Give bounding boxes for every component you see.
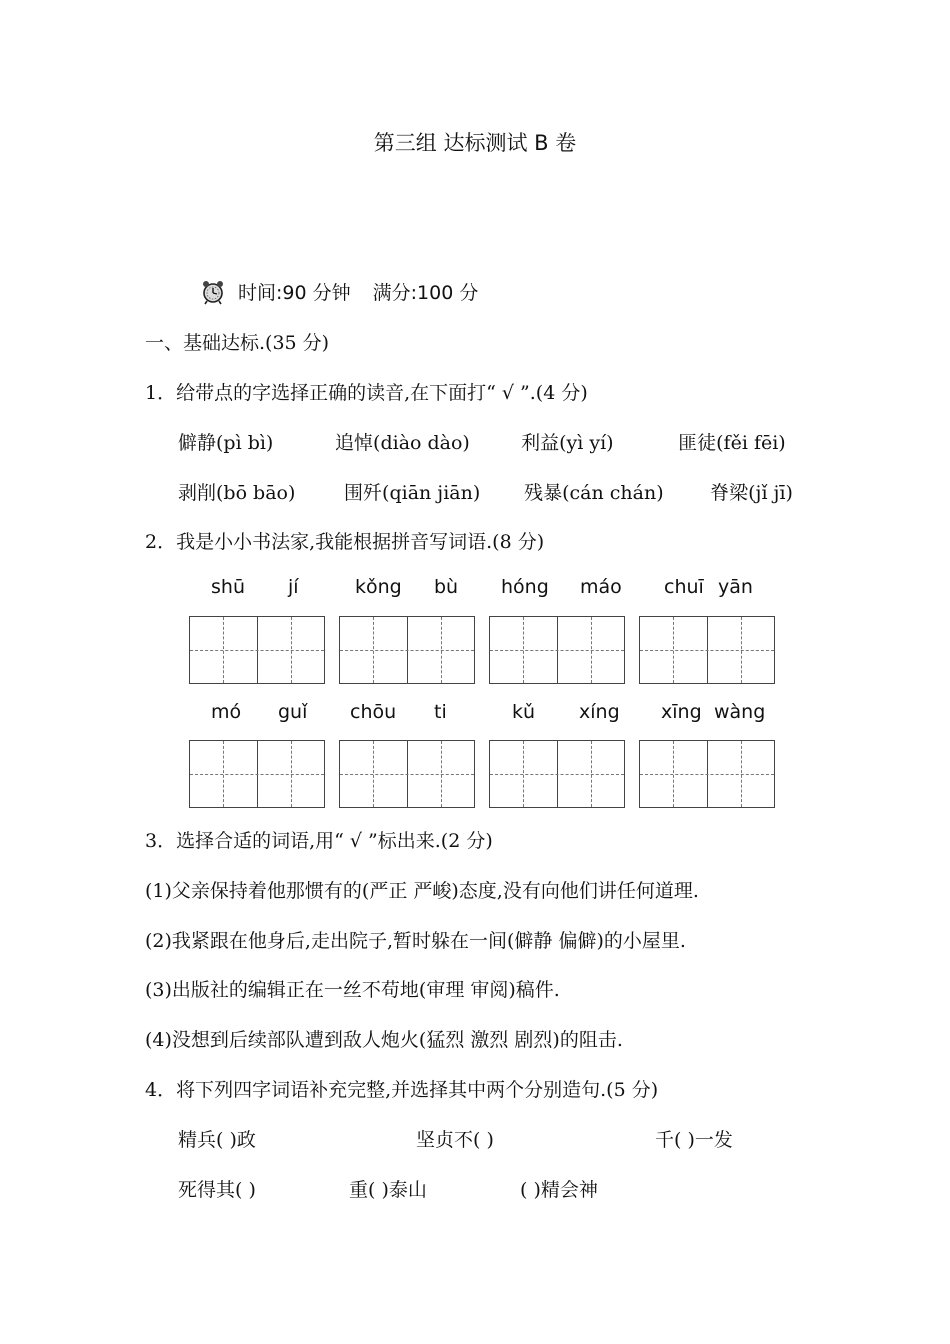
pinyin-label: yān xyxy=(718,576,753,598)
writing-grid[interactable] xyxy=(639,740,775,808)
pinyin-label: wàng xyxy=(714,701,766,723)
idiom-blank[interactable]: 死得其( ) xyxy=(178,1179,256,1201)
question-3-item[interactable]: (1)父亲保持着他那惯有的(严正 严峻)态度,没有向他们讲任何道理. xyxy=(145,880,699,902)
question-1-prompt: 1．给带点的字选择正确的读音,在下面打“ √ ”.(4 分) xyxy=(145,382,588,404)
pinyin-label: jí xyxy=(288,576,299,598)
alarm-clock-icon xyxy=(200,279,226,305)
question-2-prompt: 2．我是小小书法家,我能根据拼音写词语.(8 分) xyxy=(145,531,545,553)
idiom-blank[interactable]: 精兵( )政 xyxy=(178,1129,256,1151)
pinyin-label: kǒng xyxy=(355,576,402,598)
writing-grid[interactable] xyxy=(339,616,475,684)
question-1-row-1 xyxy=(178,428,786,455)
pinyin-label: mó xyxy=(211,701,242,723)
writing-grid[interactable] xyxy=(639,616,775,684)
pinyin-label: ti xyxy=(434,701,447,723)
page-title: 第三组 达标测试 B 卷 xyxy=(373,131,577,155)
pinyin-label: shū xyxy=(211,576,245,598)
time-limit: 时间:90 分钟 xyxy=(238,282,351,304)
pinyin-label: chōu xyxy=(350,701,397,723)
idiom-blank[interactable]: ( )精会神 xyxy=(520,1179,598,1201)
question-3-item[interactable]: (3)出版社的编辑正在一丝不苟地(审理 审阅)稿件. xyxy=(145,979,560,1001)
writing-grid[interactable] xyxy=(189,616,325,684)
question-3-item[interactable]: (4)没想到后续部队遭到敌人炮火(猛烈 激烈 剧烈)的阻击. xyxy=(145,1029,623,1051)
full-score: 满分:100 分 xyxy=(372,282,479,304)
writing-grid[interactable] xyxy=(189,740,325,808)
question-4-prompt: 4．将下列四字词语补充完整,并选择其中两个分别造句.(5 分) xyxy=(145,1079,659,1101)
idiom-blank[interactable]: 坚贞不( ) xyxy=(416,1129,494,1151)
section-heading: 一、基础达标.(35 分) xyxy=(145,332,330,354)
time-info xyxy=(200,278,478,305)
pronunciation-option[interactable]: 脊梁(jǐ jī) xyxy=(710,482,793,504)
writing-grid[interactable] xyxy=(489,740,625,808)
pronunciation-option[interactable]: 匪徒(fěi fēi) xyxy=(678,432,786,454)
pinyin-label: kǔ xyxy=(512,701,536,723)
question-1-row-2 xyxy=(178,478,793,505)
writing-grid[interactable] xyxy=(339,740,475,808)
idiom-blank[interactable]: 千( )一发 xyxy=(655,1129,733,1151)
idiom-blank[interactable]: 重( )泰山 xyxy=(349,1179,427,1201)
pronunciation-option[interactable]: 追悼(diào dào) xyxy=(335,432,470,454)
pronunciation-option[interactable]: 剥削(bō bāo) xyxy=(178,482,296,504)
pinyin-label: bù xyxy=(434,576,459,598)
writing-grid[interactable] xyxy=(489,616,625,684)
question-3-prompt: 3．选择合适的词语,用“ √ ”标出来.(2 分) xyxy=(145,830,493,852)
pinyin-label: xíng xyxy=(579,701,620,723)
pinyin-label: guǐ xyxy=(278,701,308,723)
pronunciation-option[interactable]: 僻静(pì bì) xyxy=(178,432,274,454)
pronunciation-option[interactable]: 残暴(cán chán) xyxy=(524,482,664,504)
pinyin-label: máo xyxy=(580,576,622,598)
question-3-item[interactable]: (2)我紧跟在他身后,走出院子,暂时躲在一间(僻静 偏僻)的小屋里. xyxy=(145,930,686,952)
pinyin-label: xīng xyxy=(661,701,702,723)
pinyin-label: chuī xyxy=(664,576,704,598)
pinyin-label: hóng xyxy=(501,576,549,598)
pronunciation-option[interactable]: 围歼(qiān jiān) xyxy=(344,482,481,504)
pronunciation-option[interactable]: 利益(yì yí) xyxy=(521,432,614,454)
